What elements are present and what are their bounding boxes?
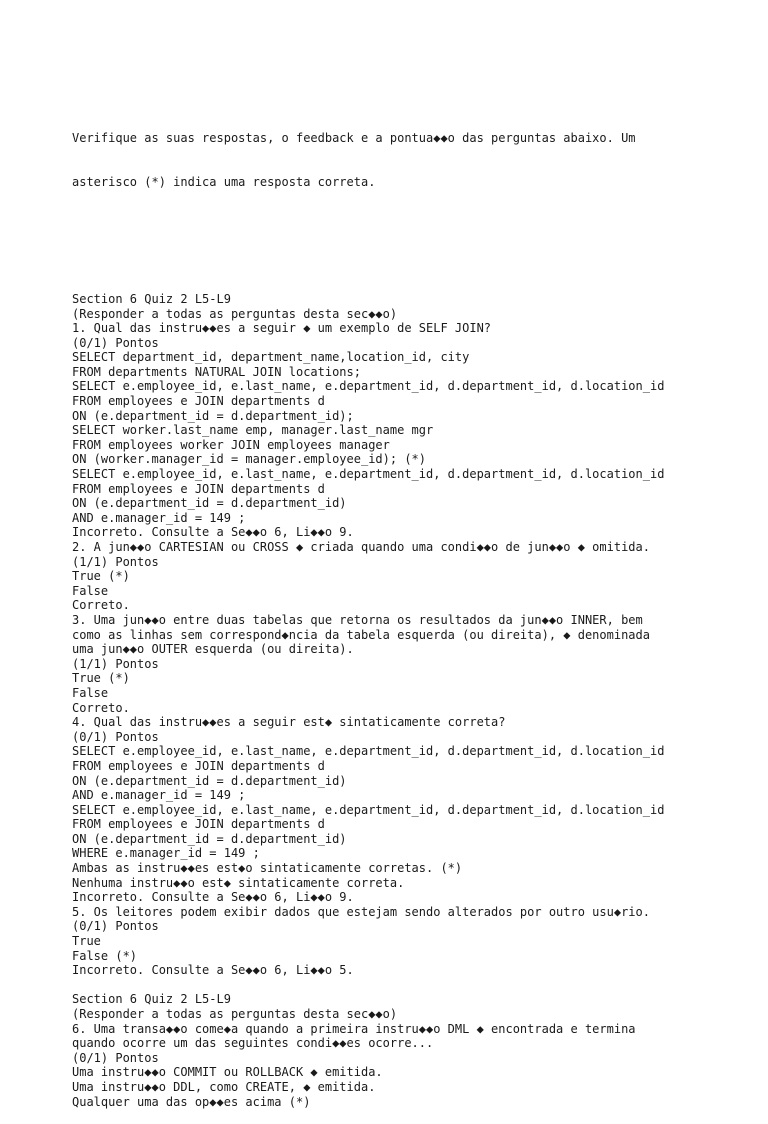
question-text-line: 6. Uma transa◆◆o come◆a quando a primeira instru◆◆o DML ◆ encontrada e termina bbox=[72, 1021, 636, 1036]
section-header-line: (Responder a todas as perguntas desta sec◆◆o) bbox=[72, 306, 398, 321]
question-text-line: Incorreto. Consulte a Se◆◆o 6, Li◆◆o 5. bbox=[72, 963, 354, 978]
spacer bbox=[72, 248, 762, 263]
spacer bbox=[72, 978, 762, 993]
question-text-line: (0/1) Pontos bbox=[72, 1050, 159, 1065]
question-text-line: WHERE e.manager_id = 149 ; bbox=[72, 846, 260, 861]
question-text-line: quando ocorre um das seguintes condi◆◆es ocorre... bbox=[72, 1036, 434, 1051]
question-text-line: FROM employees e JOIN departments d bbox=[72, 394, 325, 409]
question-text-line: False (*) bbox=[72, 948, 138, 963]
question-text-line: Uma instru◆◆o COMMIT ou ROLLBACK ◆ emitida. bbox=[72, 1065, 383, 1080]
question-text-line: (0/1) Pontos bbox=[72, 335, 159, 350]
question-text-line: ON (worker.manager_id = manager.employee_id); (*) bbox=[72, 452, 427, 467]
question-text-line: False bbox=[72, 685, 109, 700]
quiz-section bbox=[72, 292, 762, 978]
question-text-line: True (*) bbox=[72, 671, 130, 686]
question-text-line: SELECT worker.last_name emp, manager.last_name mgr bbox=[72, 423, 434, 438]
question-text-line: SELECT e.employee_id, e.last_name, e.department_id, d.department_id, d.location_id bbox=[72, 744, 665, 759]
quiz-section bbox=[72, 978, 762, 1109]
question-text-line: ON (e.department_id = d.department_id) bbox=[72, 773, 347, 788]
intro-line: Verifique as suas respostas, o feedback e a pontua◆◆o das perguntas abaixo. Um bbox=[72, 131, 636, 146]
question-text-line: Correto. bbox=[72, 598, 130, 613]
question-text-line: Incorreto. Consulte a Se◆◆o 6, Li◆◆o 9. bbox=[72, 525, 354, 540]
section-header-line: Section 6 Quiz 2 L5-L9 bbox=[72, 291, 231, 306]
question-text-line: SELECT e.employee_id, e.last_name, e.department_id, d.department_id, d.location_id bbox=[72, 802, 665, 817]
question-text-line: SELECT e.employee_id, e.last_name, e.department_id, d.department_id, d.location_id bbox=[72, 467, 665, 482]
question-text-line: FROM employees e JOIN departments d bbox=[72, 481, 325, 496]
question-text-line: (1/1) Pontos bbox=[72, 554, 159, 569]
question-text-line: False bbox=[72, 583, 109, 598]
question-text-line: Qualquer uma das op◆◆es acima (*) bbox=[72, 1094, 311, 1109]
question-text-line: Ambas as instru◆◆es est◆o sintaticamente corretas. (*) bbox=[72, 861, 463, 876]
question-text-line: 3. Uma jun◆◆o entre duas tabelas que retorna os resultados da jun◆◆o INNER, bem bbox=[72, 612, 643, 627]
question-text-line: FROM employees e JOIN departments d bbox=[72, 817, 325, 832]
question-text-line: Correto. bbox=[72, 700, 130, 715]
question-text-line: True (*) bbox=[72, 569, 130, 584]
document-page bbox=[72, 73, 762, 1124]
intro-line: asterisco (*) indica uma resposta correta. bbox=[72, 175, 376, 190]
question-text-line: ON (e.department_id = d.department_id) bbox=[72, 831, 347, 846]
question-text-line: ON (e.department_id = d.department_id) bbox=[72, 496, 347, 511]
question-text-line: (0/1) Pontos bbox=[72, 729, 159, 744]
question-text-line: Incorreto. Consulte a Se◆◆o 6, Li◆◆o 9. bbox=[72, 890, 354, 905]
question-text-line: AND e.manager_id = 149 ; bbox=[72, 788, 246, 803]
question-text-line: uma jun◆◆o OUTER esquerda (ou direita). bbox=[72, 642, 354, 657]
section-header-line: Section 6 Quiz 2 L5-L9 bbox=[72, 992, 231, 1007]
quiz-sections bbox=[72, 292, 762, 1109]
question-text-line: 2. A jun◆◆o CARTESIAN ou CROSS ◆ criada quando uma condi◆◆o de jun◆◆o ◆ omitida. bbox=[72, 540, 650, 554]
intro-block bbox=[72, 102, 762, 219]
question-text-line: SELECT e.employee_id, e.last_name, e.department_id, d.department_id, d.location_id bbox=[72, 379, 665, 394]
question-text-line: como as linhas sem correspond◆ncia da tabela esquerda (ou direita), ◆ denominada bbox=[72, 627, 650, 642]
question-text-line: FROM employees e JOIN departments d bbox=[72, 758, 325, 773]
section-header-line: (Responder a todas as perguntas desta sec◆◆o) bbox=[72, 1007, 398, 1021]
question-text-line: Nenhuma instru◆◆o est◆ sintaticamente correta. bbox=[72, 875, 405, 890]
question-text-line: 5. Os leitores podem exibir dados que estejam sendo alterados por outro usu◆rio. bbox=[72, 904, 650, 919]
question-text-line: (0/1) Pontos bbox=[72, 919, 159, 934]
question-text-line: 4. Qual das instru◆◆es a seguir est◆ sintaticamente correta? bbox=[72, 715, 506, 730]
question-text-line: Uma instru◆◆o DDL, como CREATE, ◆ emitida. bbox=[72, 1079, 376, 1094]
question-text-line: (1/1) Pontos bbox=[72, 656, 159, 671]
question-text-line: AND e.manager_id = 149 ; bbox=[72, 510, 246, 525]
question-text-line: True bbox=[72, 934, 101, 949]
question-text-line: FROM departments NATURAL JOIN locations; bbox=[72, 364, 361, 379]
question-text-line: ON (e.department_id = d.department_id); bbox=[72, 408, 354, 423]
question-text-line: FROM employees worker JOIN employees manager bbox=[72, 437, 390, 452]
question-text-line: SELECT department_id, department_name,location_id, city bbox=[72, 350, 470, 365]
question-text-line: 1. Qual das instru◆◆es a seguir ◆ um exemplo de SELF JOIN? bbox=[72, 321, 492, 336]
